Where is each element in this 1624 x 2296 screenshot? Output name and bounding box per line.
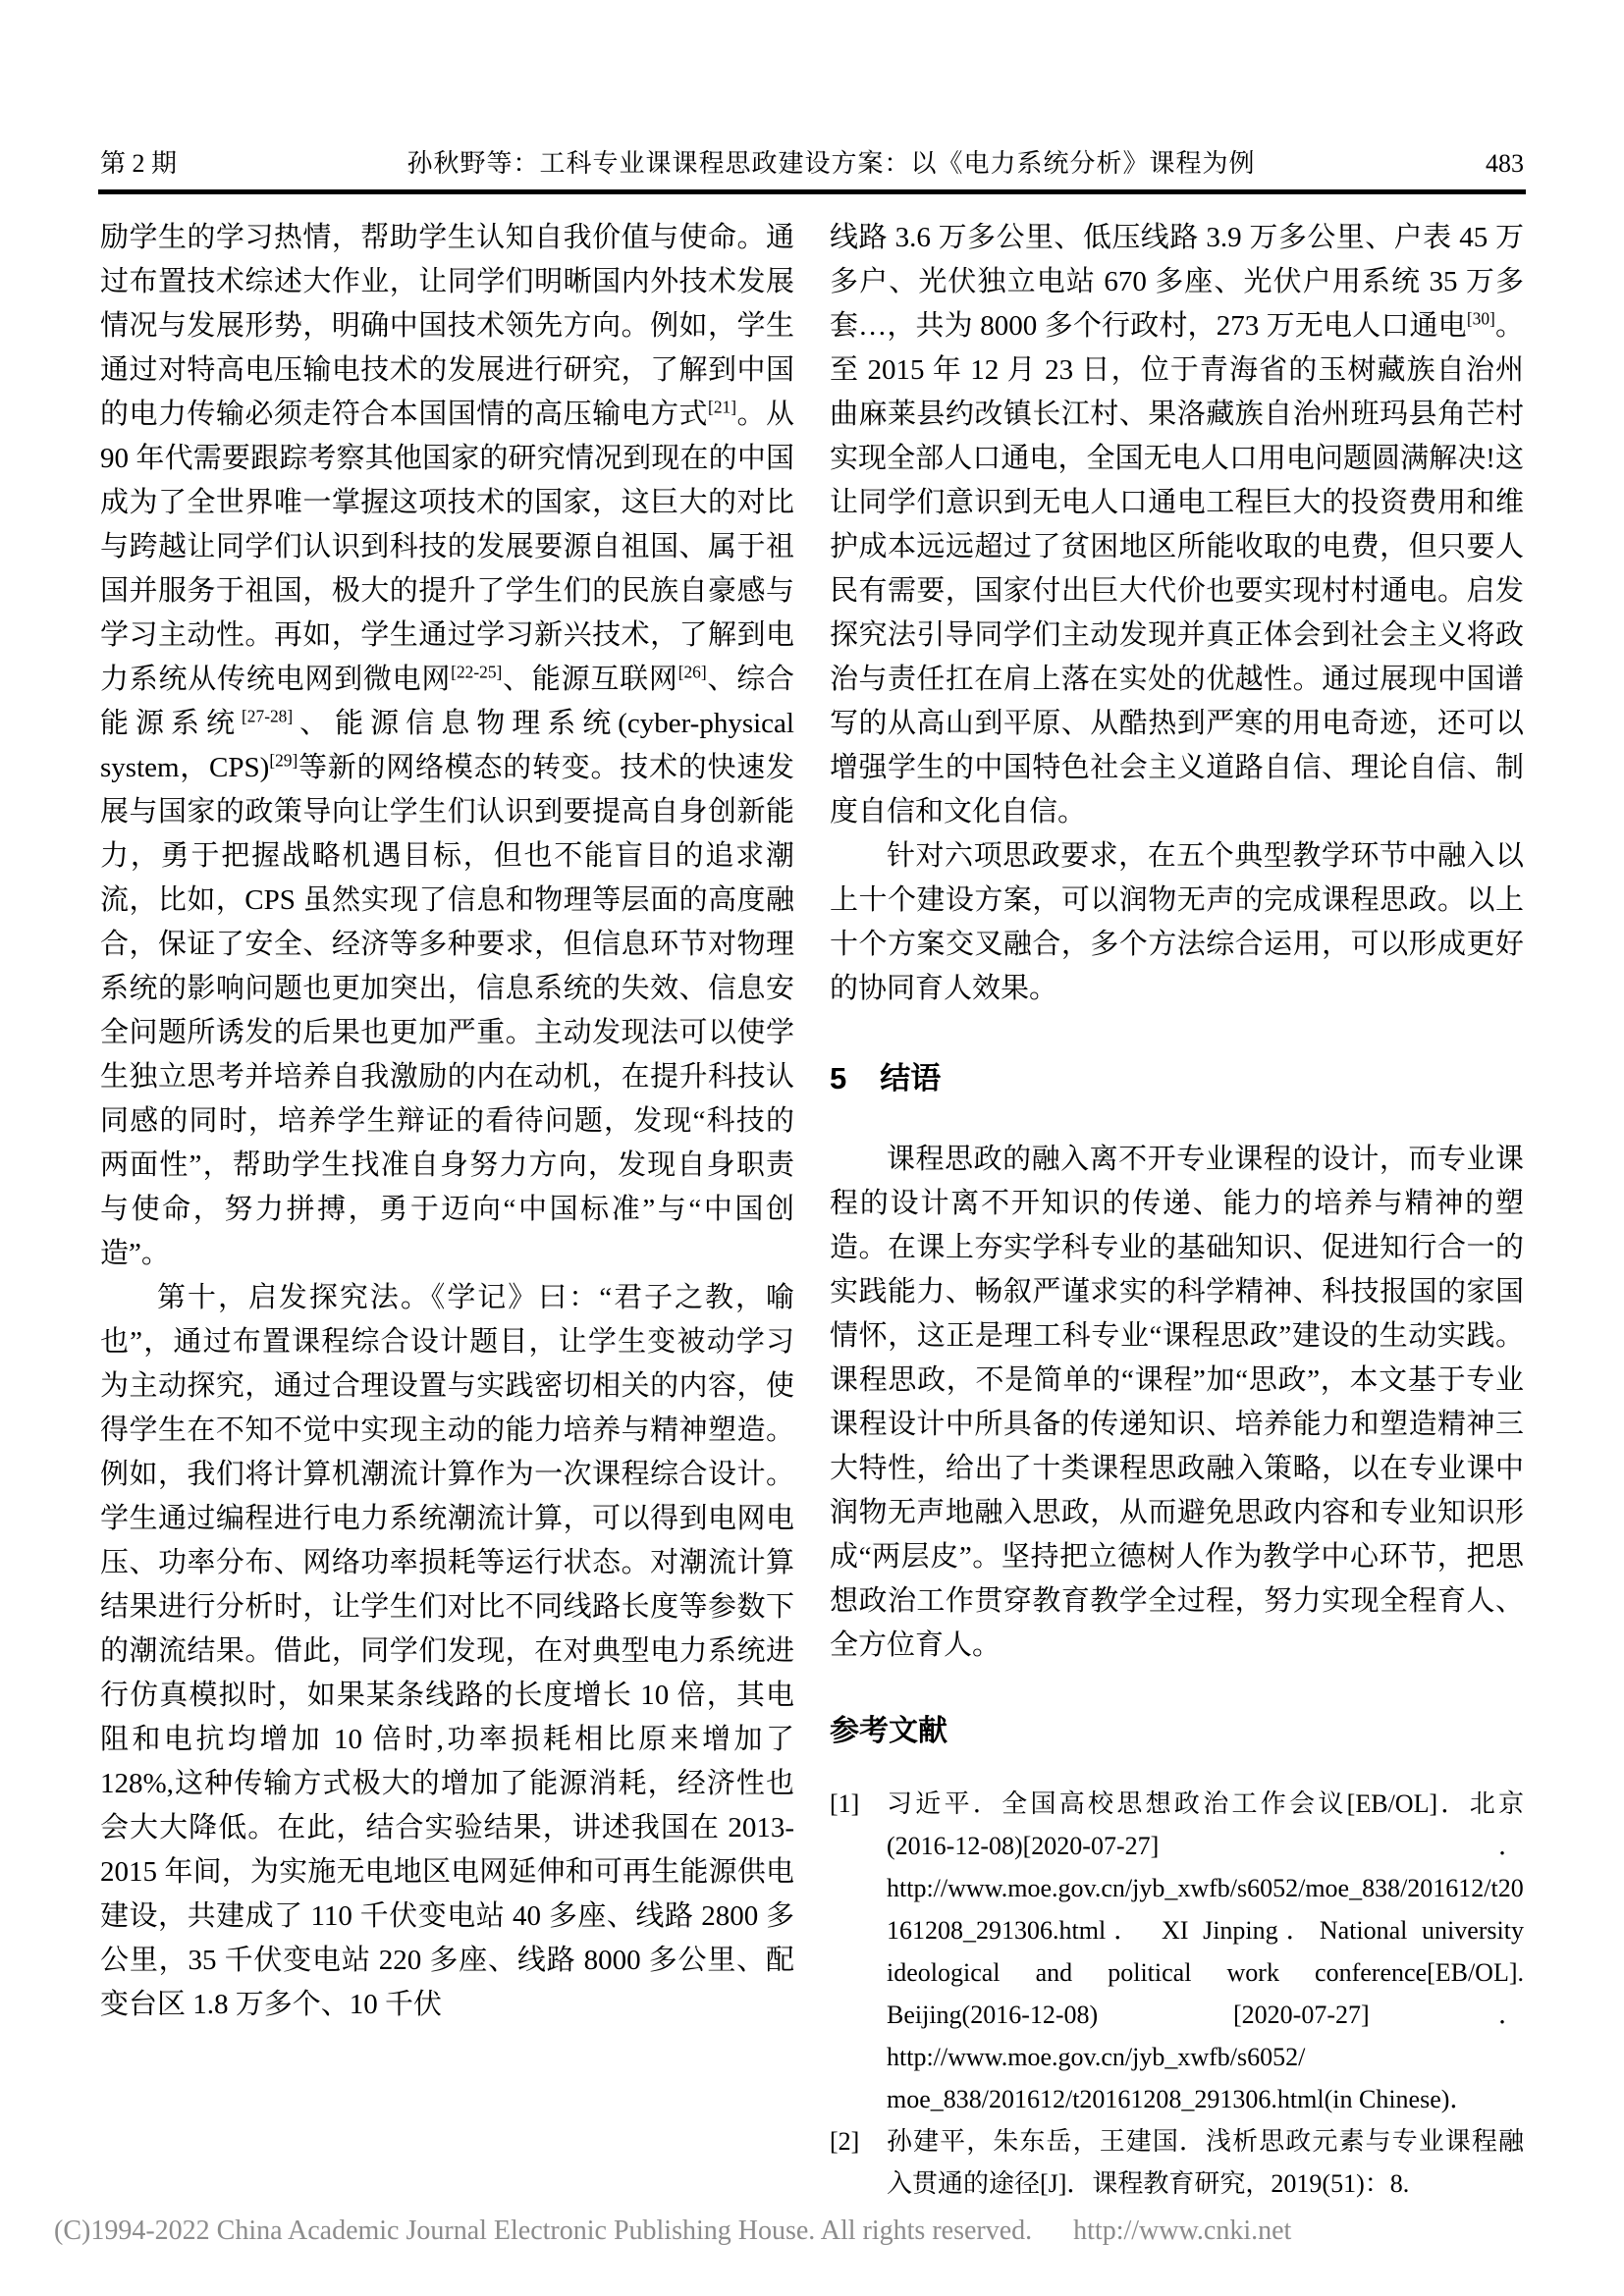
paragraph: 线路 3.6 万多公里、低压线路 3.9 万多公里、户表 45 万多户、光伏独立电站 670 多座、光伏户用系统 35 万多套…，共为 8000 多个行政村，273 万无电人口通电[30]。至 2015 年 12 月 23 日，位于青海省的玉树藏族自治州曲麻莱县约改镇长江村、果洛藏族自治州班玛县角芒村实现全部人口通电，全国无电人口用电问题圆满解决!这让同学们意识到无电人口通电工程巨大的投资费用和维护成本远远超过了贫困地区所能收取的电费，但只要人民有需要，国家付出巨大代价也要实现村村通电。启发探究法引导同学们主动发现并真正体会到社会主义将政治与责任扛在肩上落在实处的优越性。通过展现中国谱写的从高山到平原、从酷热到严寒的用电奇迹，还可以增强学生的中国特色社会主义道路自信、理论自信、制度自信和文化自信。 [830, 222, 1524, 828]
left-column-body [100, 216, 794, 2027]
reference-marker: [2] [830, 2127, 860, 2156]
section-number: 5 [830, 1061, 847, 1095]
page-number: 483 [1486, 149, 1524, 178]
left-column [100, 216, 794, 2205]
references-heading: 参考文献 [830, 1715, 947, 1747]
right-column [830, 216, 1524, 2205]
header-rule [98, 189, 1526, 194]
citation-superscript: [27-28] [242, 706, 294, 726]
page-footer [54, 2214, 1570, 2249]
reference-marker: [1] [830, 1789, 860, 1818]
paragraph: 励学生的学习热情，帮助学生认知自我价值与使命。通过布置技术综述大作业，让同学们明晰国内外技术发展情况与发展形势，明确中国技术领先方向。例如，学生通过对特高电压输电技术的发展进行研究，了解到中国的电力传输必须走符合本国国情的高压输电方式[21]。从 90 年代需要跟踪考察其他国家的研究情况到现在的中国成为了全世界唯一掌握这项技术的国家，这巨大的对比与跨越让同学们认识到科技的发展要源自祖国、属于祖国并服务于祖国，极大的提升了学生们的民族自豪感与学习主动性。再如，学生通过学习新兴技术，了解到电力系统从传统电网到微电网[22-25]、能源互联网[26]、综合能源系统[27-28]、能源信息物理系统(cyber-physical system，CPS)[29]等新的网络模态的转变。技术的快速发展与国家的政策导向让学生们认识到要提高自身创新能力，勇于把握战略机遇目标，但也不能盲目的追求潮流，比如，CPS 虽然实现了信息和物理等层面的高度融合，保证了安全、经济等多种要求，但信息环节对物理系统的影响问题也更加突出，信息系统的失效、信息安全问题所诱发的后果也更加严重。主动发现法可以使学生独立思考并培养自我激励的内在动机，在提升科技认同感的同时，培养学生辩证的看待问题，发现“科技的两面性”，帮助学生找准自身努力方向，发现自身职责与使命，努力拼搏，勇于迈向“中国标准”与“中国创造”。 [100, 222, 794, 1269]
citation-superscript: [22-25] [451, 662, 503, 682]
section-title: 结语 [880, 1061, 942, 1095]
paragraph: 针对六项思政要求，在五个典型教学环节中融入以上十个建设方案，可以润物无声的完成课程思政。以上十个方案交叉融合，多个方法综合运用，可以形成更好的协同育人效果。 [830, 840, 1524, 1004]
running-title: 孙秋野等：工科专业课课程思政建设方案：以《电力系统分析》课程为例 [406, 149, 1256, 178]
reference-text: 孙建平，朱东岳，王建国．浅析思政元素与专业课程融入贯通的途径[J]．课程教育研究，2019(51)：8. [887, 2127, 1524, 2198]
copyright-text: (C)1994-2022 China Academic Journal Electronic Publishing House. All rights reserved. [54, 2216, 1033, 2246]
section-heading-conclusion [830, 1056, 1524, 1100]
citation-superscript: [21] [708, 397, 737, 417]
citation-superscript: [30] [1466, 308, 1495, 329]
references-list [830, 1783, 1524, 2205]
page-header [100, 147, 1524, 181]
reference-item [830, 2120, 1524, 2205]
conclusion-body [830, 1138, 1524, 1668]
footer-url: http://www.cnki.net [1073, 2216, 1292, 2246]
citation-superscript: [29] [269, 750, 298, 771]
paragraph: 第十，启发探究法。《学记》曰：“君子之教，喻也”，通过布置课程综合设计题目，让学生变被动学习为主动探究，通过合理设置与实践密切相关的内容，使得学生在不知不觉中实现主动的能力培养与精神塑造。例如，我们将计算机潮流计算作为一次课程综合设计。学生通过编程进行电力系统潮流计算，可以得到电网电压、功率分布、网络功率损耗等运行状态。对潮流计算结果进行分析时，让学生们对比不同线路长度等参数下的潮流结果。借此，同学们发现，在对典型电力系统进行仿真模拟时，如果某条线路的长度增长 10 倍，其电阻和电抗均增加 10 倍时,功率损耗相比原来增加了 128%,这种传输方式极大的增加了能源消耗，经济性也会大大降低。在此，结合实验结果，讲述我国在 2013-2015 年间，为实施无电地区电网延伸和可再生能源供电建设，共建成了 110 千伏变电站 40 多座、线路 2800 多公里，35 千伏变电站 220 多座、线路 8000 多公里、配变台区 1.8 万多个、10 千伏 [100, 1282, 794, 2020]
reference-text: 习近平．全国高校思想政治工作会议[EB/OL]．北京(2016-12-08)[2020-07-27]． http://www.moe.gov.cn/jyb_xwfb/s6052/moe_838/201612/t20161208_291306.html． XI Jinping．National university ideological and political work conference[EB/OL]. Beijing(2016-12-08) [2020-07-27]．http://www.moe.gov.cn/jyb_xwfb/s6052/ moe_838/201612/t20161208_291306.html(in Chinese)． [887, 1789, 1524, 2113]
paragraph: 课程思政的融入离不开专业课程的设计，而专业课程的设计离不开知识的传递、能力的培养与精神的塑造。在课上夯实学科专业的基础知识、促进知行合一的实践能力、畅叙严谨求实的科学精神、科技报国的家国情怀，这正是理工科专业“课程思政”建设的生动实践。课程思政，不是简单的“课程”加“思政”，本文基于专业课程设计中所具备的传递知识、培养能力和塑造精神三大特性，给出了十类课程思政融入策略，以在专业课中润物无声地融入思政，从而避免思政内容和专业知识形成“两层皮”。坚持把立德树人作为教学中心环节，把思想政治工作贯穿教育教学全过程，努力实现全程育人、全方位育人。 [830, 1144, 1524, 1661]
reference-item [830, 1783, 1524, 2120]
right-column-body [830, 216, 1524, 1011]
journal-issue: 第 2 期 [100, 149, 178, 178]
citation-superscript: [26] [677, 662, 707, 682]
text-columns [100, 216, 1524, 2205]
